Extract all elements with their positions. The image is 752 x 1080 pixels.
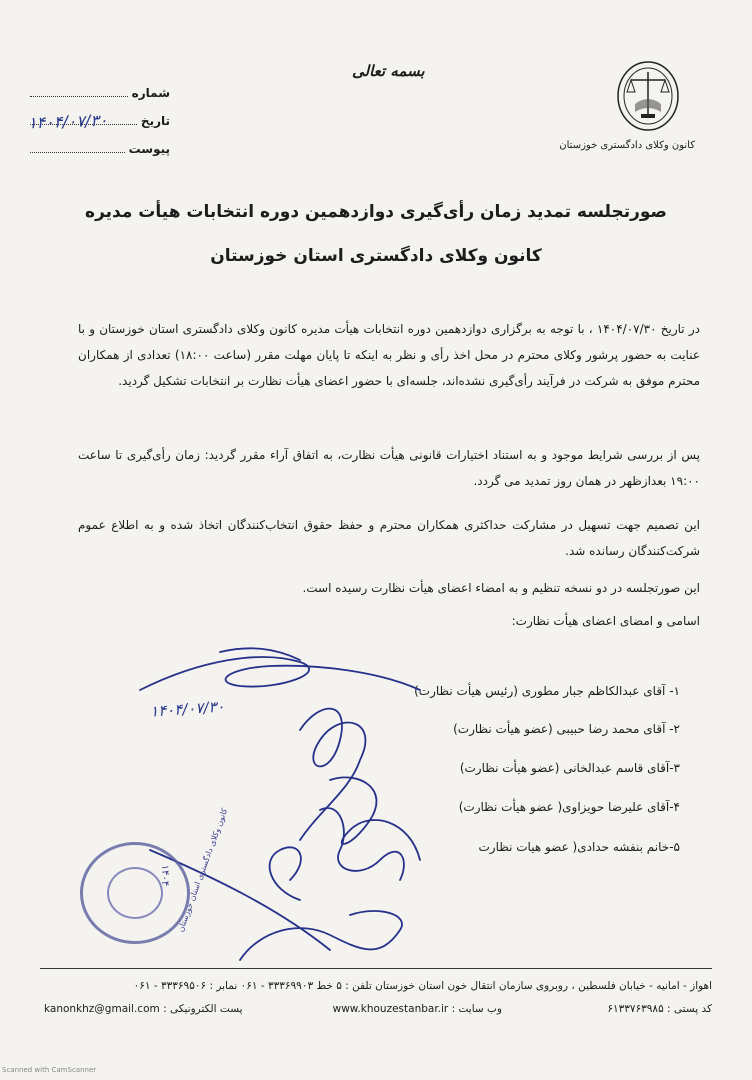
signature-5 <box>240 911 402 960</box>
meta-attachment-label: پیوست <box>128 142 170 156</box>
paragraph-members-heading: اسامی و امضای اعضای هیأت نظارت: <box>511 614 700 628</box>
signature-1b <box>220 648 300 660</box>
basmala-heading: بسمه تعالی <box>352 62 425 80</box>
handwritten-date: ۱۴۰۴/۰۷/۳۰ <box>27 110 108 133</box>
footer-email[interactable]: پست الکترونیکی : kanonkhz@gmail.com <box>44 1003 243 1015</box>
member-item: ۱- آقای عبدالکاظم جبار مطوری (رئیس هیأت نظارت) <box>414 684 680 698</box>
seal-year: ۱۴۰۴ <box>159 864 171 887</box>
official-seal <box>80 842 190 944</box>
footer-address: اهواز - امانیه - خیابان فلسطین ، روبروی سازمان انتقال خون استان خوزستان تلفن : ۵ خط ۳۳۳۶۹۹۰۳ - ۰۶۱ نمابر : ۳۳۳۶۹۵۰۶ - ۰۶۱ <box>133 980 712 992</box>
signature-date: ۱۴۰۴/۰۷/۳۰ <box>149 697 226 721</box>
footer-website[interactable]: وب سایت : www.khouzestanbar.ir <box>332 1003 502 1015</box>
meta-attachment-row <box>30 142 170 170</box>
meta-number-label: شماره <box>131 86 170 100</box>
member-item: ۳-آقای قاسم عبدالخانی (عضو هیأت نظارت) <box>459 761 680 775</box>
bar-association-logo <box>559 58 695 151</box>
title-line-1: صورتجلسه تمدید زمان رأی‌گیری دوازدهمین دوره انتخابات هیأت مدیره <box>85 202 667 222</box>
paragraph-copies: این صورتجلسه در دو نسخه تنظیم و به امضاء اعضای هیأت نظارت رسیده است. <box>302 581 700 595</box>
scales-emblem-icon <box>613 58 683 136</box>
signature-scribble <box>270 847 301 900</box>
seal-text: کانون وکلای دادگستری استان خوزستان <box>176 807 230 934</box>
footer-postal-code: کد پستی : ۶۱۳۳۷۶۳۹۸۵ <box>607 1003 712 1015</box>
footer-divider <box>40 968 712 969</box>
paragraph-purpose: این تصمیم جهت تسهیل در مشارکت حداکثری همکاران محترم و حفظ حقوق انتخاب‌کنندگان اتخاذ شده و به اطلاع عموم شرکت‌کنندگان رسانده شد. <box>78 518 700 558</box>
seal-emblem <box>107 867 163 919</box>
member-item: ۴-آقای علیرضا حویزاوی( عضو هیأت نظارت) <box>458 800 680 814</box>
member-item: ۵-خانم بنفشه حدادی( عضو هیات نظارت <box>478 840 680 854</box>
meta-date-label: تاریخ <box>140 114 170 128</box>
dotted-line <box>30 84 128 97</box>
scanner-watermark: Scanned with CamScanner <box>2 1066 97 1074</box>
paragraph-decision: پس از بررسی شرایط موجود و به استناد اختیارات قانونی هیأت نظارت، به اتفاق آراء مقرر گردید: زمان رأی‌گیری تا ساعت ۱۹:۰۰ بعدازظهر در همان روز تمدید می گردد. <box>78 448 700 488</box>
title-line-2: کانون وکلای دادگستری استان خوزستان <box>210 246 542 266</box>
member-item: ۲- آقای محمد رضا حبیبی (عضو هیأت نظارت) <box>453 722 680 736</box>
paragraph-intro: در تاریخ ۱۴۰۴/۰۷/۳۰ ، با توجه به برگزاری دوازدهمین دوره انتخابات هیأت مدیره کانون وکلای دادگستری استان خوزستان و با عنایت به حضور پرشور وکلای محترم در محل اخذ رأی و نظر به اینکه تا پایان مهلت مقرر (ساعت ۱۸:۰۰) تعدادی از همکاران محترم موفق به شرکت در فرآیند رأی‌گیری نشده‌اند، جلسه‌ای با حضور اعضای هیأت نظارت بر انتخابات تشکیل گردید. <box>78 322 700 388</box>
logo-caption: کانون وکلای دادگستری خوزستان <box>559 140 695 151</box>
dotted-line <box>30 140 125 153</box>
meta-number-row <box>30 86 170 114</box>
